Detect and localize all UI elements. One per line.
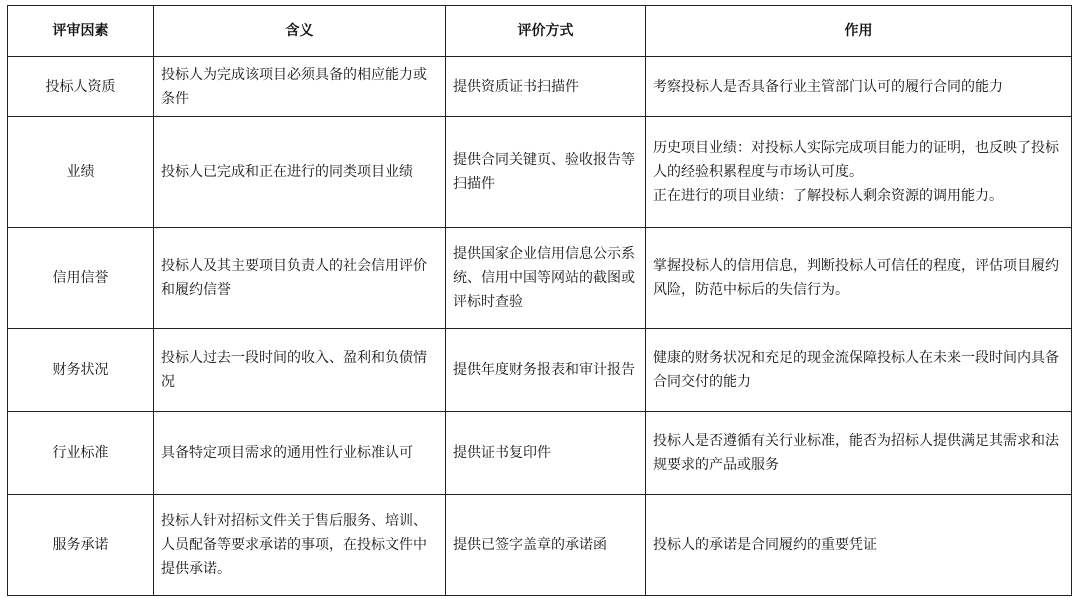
- cell-meaning: 投标人为完成该项目必须具备的相应能力或条件: [154, 57, 446, 117]
- table-row: [8, 329, 1072, 412]
- cell-role: [646, 329, 1072, 412]
- cell-factor: 财务状况: [8, 329, 154, 412]
- table-header-row: [8, 6, 1072, 57]
- cell-meaning: 具备特定项目需求的通用性行业标准认可: [154, 412, 446, 495]
- cell-role: [646, 228, 1072, 329]
- cell-factor: 信用信誉: [8, 228, 154, 329]
- cell-role: [646, 57, 1072, 117]
- cell-method: 提供国家企业信用信息公示系统、信用中国等网站的截图或评标时查验: [446, 228, 646, 329]
- evaluation-factors-table: [7, 5, 1072, 596]
- cell-meaning: 投标人已完成和正在进行的同类项目业绩: [154, 117, 446, 228]
- cell-role: [646, 412, 1072, 495]
- role-text: 正在进行的项目业绩：了解投标人剩余资源的调用能力。: [653, 188, 1003, 204]
- table-row: [8, 495, 1072, 596]
- role-text: 考察投标人是否具备行业主管部门认可的履行合同的能力: [653, 78, 1003, 95]
- cell-factor: 行业标准: [8, 412, 154, 495]
- cell-method: 提供已签字盖章的承诺函: [446, 495, 646, 596]
- header-method: 评价方式: [446, 6, 646, 57]
- cell-method: 提供年度财务报表和审计报告: [446, 329, 646, 412]
- cell-role: [646, 117, 1072, 228]
- cell-factor: 业绩: [8, 117, 154, 228]
- table-row: [8, 412, 1072, 495]
- cell-role: [646, 495, 1072, 596]
- role-text: 历史项目业绩：对投标人实际完成项目能力的证明，也反映了投标人的经验积累程度与市场认可度。: [653, 140, 1059, 180]
- header-role: 作用: [646, 6, 1072, 57]
- role-text: 健康的财务状况和充足的现金流保障投标人在未来一段时间内具备合同交付的能力: [653, 350, 1059, 390]
- header-factor: 评审因素: [8, 6, 154, 57]
- table-row: [8, 57, 1072, 117]
- role-text: 投标人是否遵循有关行业标准，能否为招标人提供满足其需求和法规要求的产品或服务: [653, 433, 1059, 473]
- cell-factor: 投标人资质: [8, 57, 154, 117]
- evaluation-table-sheet: [7, 5, 1071, 596]
- cell-meaning: 投标人及其主要项目负责人的社会信用评价和履约信誉: [154, 228, 446, 329]
- role-text: 掌握投标人的信用信息，判断投标人可信任的程度，评估项目履约风险，防范中标后的失信行为。: [653, 258, 1059, 298]
- cell-method: 提供证书复印件: [446, 412, 646, 495]
- table-row: [8, 117, 1072, 228]
- cell-meaning: 投标人过去一段时间的收入、盈利和负债情况: [154, 329, 446, 412]
- cell-method: 提供合同关键页、验收报告等扫描件: [446, 117, 646, 228]
- cell-method: 提供资质证书扫描件: [446, 57, 646, 117]
- table-row: [8, 228, 1072, 329]
- header-meaning: 含义: [154, 6, 446, 57]
- role-text: 投标人的承诺是合同履约的重要凭证: [653, 537, 877, 553]
- cell-meaning: 投标人针对招标文件关于售后服务、培训、人员配备等要求承诺的事项，在投标文件中提供承诺。: [154, 495, 446, 596]
- cell-factor: 服务承诺: [8, 495, 154, 596]
